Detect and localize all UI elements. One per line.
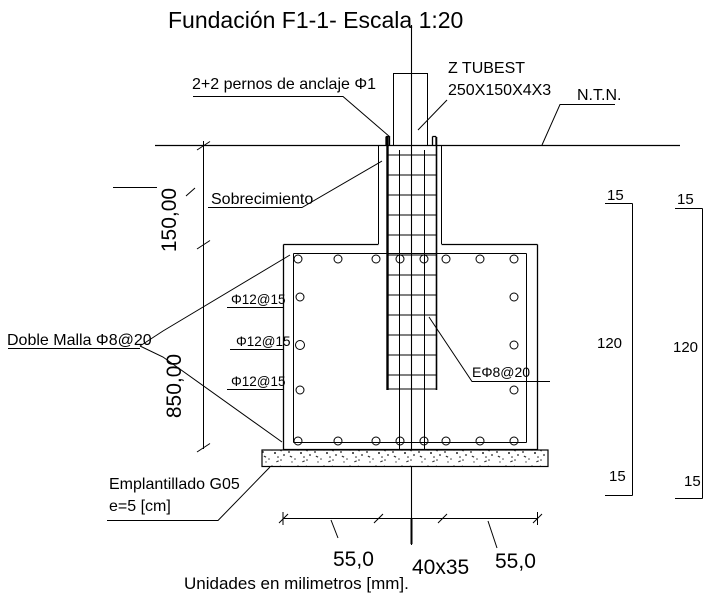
bracket-right-bottom-dim: 15 — [684, 473, 701, 490]
column-section-dim: 40x35 — [412, 556, 470, 579]
bracket-left-middle-dim: 120 — [597, 335, 623, 352]
stirrups-label: EΦ8@20 — [472, 364, 531, 380]
bracket-left-bottom-dim: 15 — [609, 468, 626, 485]
column-type-label-line2: 250X150X4X3 — [448, 82, 552, 99]
mesh-layer-2-label: Φ12@15 — [236, 334, 291, 349]
mesh-layer-1-label: Φ12@15 — [231, 292, 286, 307]
pedestal-label: Sobrecimiento — [211, 191, 314, 208]
bracket-right-middle-dim: 120 — [673, 339, 699, 356]
rebar-dots-top — [294, 255, 518, 263]
rebar-dots-bottom — [294, 437, 518, 445]
units-note: Unidades en milimetros [mm]. — [184, 574, 409, 593]
steel-tube-outline — [394, 74, 428, 146]
bracket-right-top-dim: 15 — [677, 191, 694, 208]
anchor-bolts-leader — [193, 97, 390, 138]
footing-mesh-outline — [294, 254, 527, 443]
lean-concrete-label-line2: e=5 [cm] — [109, 498, 171, 515]
reference-segment — [113, 188, 195, 197]
double-mesh-label: Doble Malla Φ8@20 — [7, 332, 152, 349]
lean-concrete-strip — [262, 450, 548, 467]
footing-height-dim: 850,00 — [163, 353, 186, 419]
anchor-bolt-right — [433, 137, 437, 146]
left-dimension-line — [197, 141, 210, 452]
ntn-leader — [542, 105, 615, 146]
anchor-bolts-label: 2+2 pernos de anclaje Φ1 — [192, 76, 377, 93]
double-mesh-leader-bottom — [140, 346, 282, 442]
drawing-title: Fundación F1-1- Escala 1:20 — [168, 7, 464, 33]
bracket-left-top-dim: 15 — [607, 187, 624, 204]
pedestal-height-dim: 150,00 — [158, 187, 181, 253]
lean-concrete-label-line1: Emplantillado G05 — [109, 476, 240, 493]
right-offset-dim: 55,0 — [495, 550, 536, 573]
left-offset-dim: 55,0 — [333, 548, 374, 571]
column-type-leader — [418, 100, 447, 130]
ground-level-label: N.T.N. — [577, 87, 622, 104]
mesh-layer-3-label: Φ12@15 — [231, 374, 286, 389]
column-type-label-line1: Z TUBEST — [448, 60, 526, 77]
